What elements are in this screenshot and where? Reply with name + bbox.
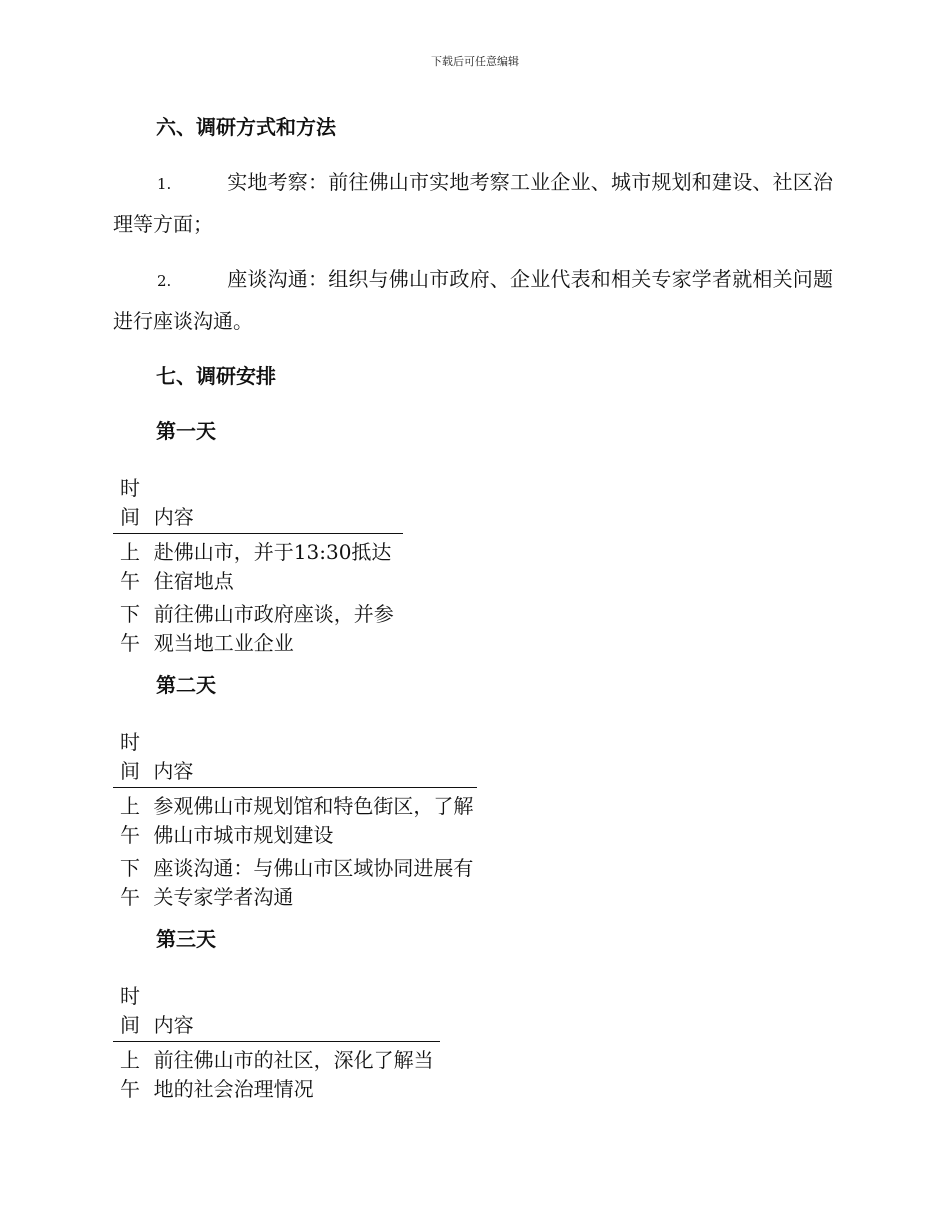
table-row: [113, 534, 403, 597]
method-item-1: [113, 162, 833, 244]
content-cell: 参观佛山市规划馆和特色街区，了解佛山市城市规划建设: [153, 794, 474, 847]
method-item-2: [113, 259, 833, 341]
method-item-1-number: 1.: [157, 175, 172, 193]
day-1-title: 第一天: [156, 419, 216, 443]
day-2-title: 第二天: [156, 673, 216, 697]
content-cell: 前往佛山市的社区，深化了解当地的社会治理情况: [153, 1048, 434, 1101]
page-header: 下载后可任意编辑: [431, 55, 519, 68]
table-header-row: [113, 982, 440, 1042]
day-2-schedule-table: [113, 728, 477, 912]
time-cell: 上午: [120, 540, 140, 593]
day-1-schedule-table: [113, 474, 403, 658]
content-cell: 前往佛山市政府座谈，并参观当地工业企业: [153, 602, 394, 655]
table-row: [113, 850, 477, 912]
method-item-1-text: 实地考察：前往佛山市实地考察工业企业、城市规划和建设、社区治理等方面；: [113, 170, 833, 236]
section-6-title: 六、调研方式和方法: [156, 115, 336, 139]
content-cell: 座谈沟通：与佛山市区域协同进展有关专家学者沟通: [153, 856, 474, 909]
content-header: 内容: [148, 474, 403, 534]
time-cell: 上午: [120, 794, 140, 847]
table-row: [113, 1042, 440, 1105]
time-header: 时间: [113, 474, 148, 534]
table-header-row: [113, 474, 403, 534]
content-cell: 赴佛山市，并于13:30抵达住宿地点: [153, 540, 392, 593]
method-item-2-text: 座谈沟通：组织与佛山市政府、企业代表和相关专家学者就相关问题进行座谈沟通。: [113, 267, 833, 333]
time-cell: 上午: [120, 1048, 140, 1101]
table-row: [113, 596, 403, 658]
content-header: 内容: [147, 728, 477, 788]
content-header: 内容: [148, 982, 440, 1042]
table-row: [113, 788, 477, 851]
time-cell: 下午: [120, 856, 140, 909]
time-header: 时间: [113, 728, 147, 788]
method-item-2-number: 2.: [157, 272, 172, 290]
day-3-schedule-table: [113, 982, 440, 1104]
day-3-title: 第三天: [156, 927, 216, 951]
time-cell: 下午: [120, 602, 140, 655]
time-header: 时间: [113, 982, 148, 1042]
table-header-row: [113, 728, 477, 788]
section-7-title: 七、调研安排: [156, 364, 276, 388]
